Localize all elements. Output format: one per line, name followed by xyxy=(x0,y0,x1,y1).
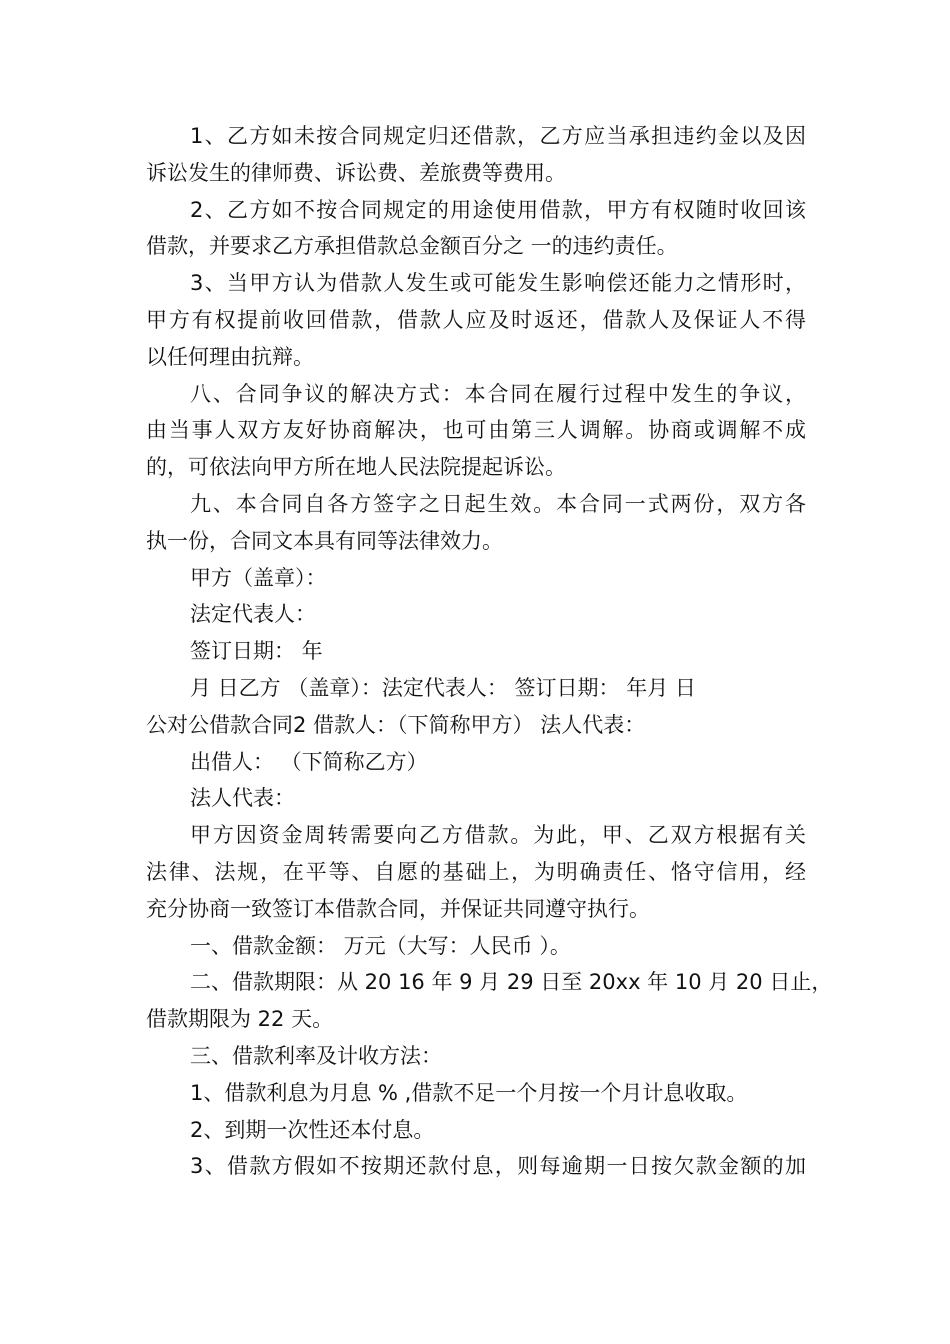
text-line: 3、借款方假如不按期还款付息，则每逾期一日按欠款金额的加 xyxy=(190,1154,806,1179)
text-line: 以任何理由抗辩。 xyxy=(146,344,314,369)
text-line: 公对公借款合同2 借款人：（下简称甲方） 法人代表： xyxy=(146,712,646,737)
text-line: 八、合同争议的解决方式：本合同在履行过程中发生的争议， xyxy=(190,381,806,406)
text-line: 月 日乙方 （盖章）：法定代表人： 签订日期： 年月 日 xyxy=(190,675,696,700)
text-line: 2、到期一次性还本付息。 xyxy=(190,1117,435,1142)
text-line: 法人代表： xyxy=(190,786,295,811)
text-line: 2、乙方如不按合同规定的用途使用借款，甲方有权随时收回该 xyxy=(190,197,806,222)
text-line: 借款期限为 22 天。 xyxy=(146,1007,334,1032)
text-line: 签订日期： 年 xyxy=(190,639,323,664)
text-line: 法律、法规，在平等、自愿的基础上，为明确责任、恪守信用，经 xyxy=(146,859,806,884)
text-line: 充分协商一致签订本借款合同，并保证共同遵守执行。 xyxy=(146,896,650,921)
text-line: 甲方（盖章）： xyxy=(190,565,327,590)
text-line: 1、乙方如未按合同规定归还借款，乙方应当承担违约金以及因 xyxy=(190,124,806,148)
text-line: 借款，并要求乙方承担借款总金额百分之 一的违约责任。 xyxy=(146,234,678,259)
text-line: 二、借款期限：从 20 16 年 9 月 29 日至 20xx 年 10 月 20 日止， xyxy=(190,970,833,995)
text-line: 法定代表人： xyxy=(190,602,316,627)
text-line: 的，可依法向甲方所在地人民法院提起诉讼。 xyxy=(146,455,566,480)
text-line: 甲方有权提前收回借款，借款人应及时返还，借款人及保证人不得 xyxy=(146,307,806,332)
text-line: 一、借款金额： 万元（大写：人民币 ）。 xyxy=(190,933,571,958)
text-line: 由当事人双方友好协商解决，也可由第三人调解。协商或调解不成 xyxy=(146,418,806,443)
text-line: 3、当甲方认为借款人发生或可能发生影响偿还能力之情形时， xyxy=(190,271,806,296)
text-line: 九、本合同自各方签字之日起生效。本合同一式两份，双方各 xyxy=(190,491,806,516)
text-line: 出借人： （下简称乙方） xyxy=(190,749,428,774)
text-line: 甲方因资金周转需要向乙方借款。为此，甲、乙双方根据有关 xyxy=(190,823,806,848)
contract-body xyxy=(146,118,833,1185)
text-line: 执一份，合同文本具有同等法律效力。 xyxy=(146,528,503,553)
text-line: 诉讼发生的律师费、诉讼费、差旅费等费用。 xyxy=(146,160,566,185)
text-line: 1、借款利息为月息 % ,借款不足一个月按一个月计息收取。 xyxy=(190,1080,748,1105)
text-line: 三、借款利率及计收方法： xyxy=(190,1043,442,1068)
